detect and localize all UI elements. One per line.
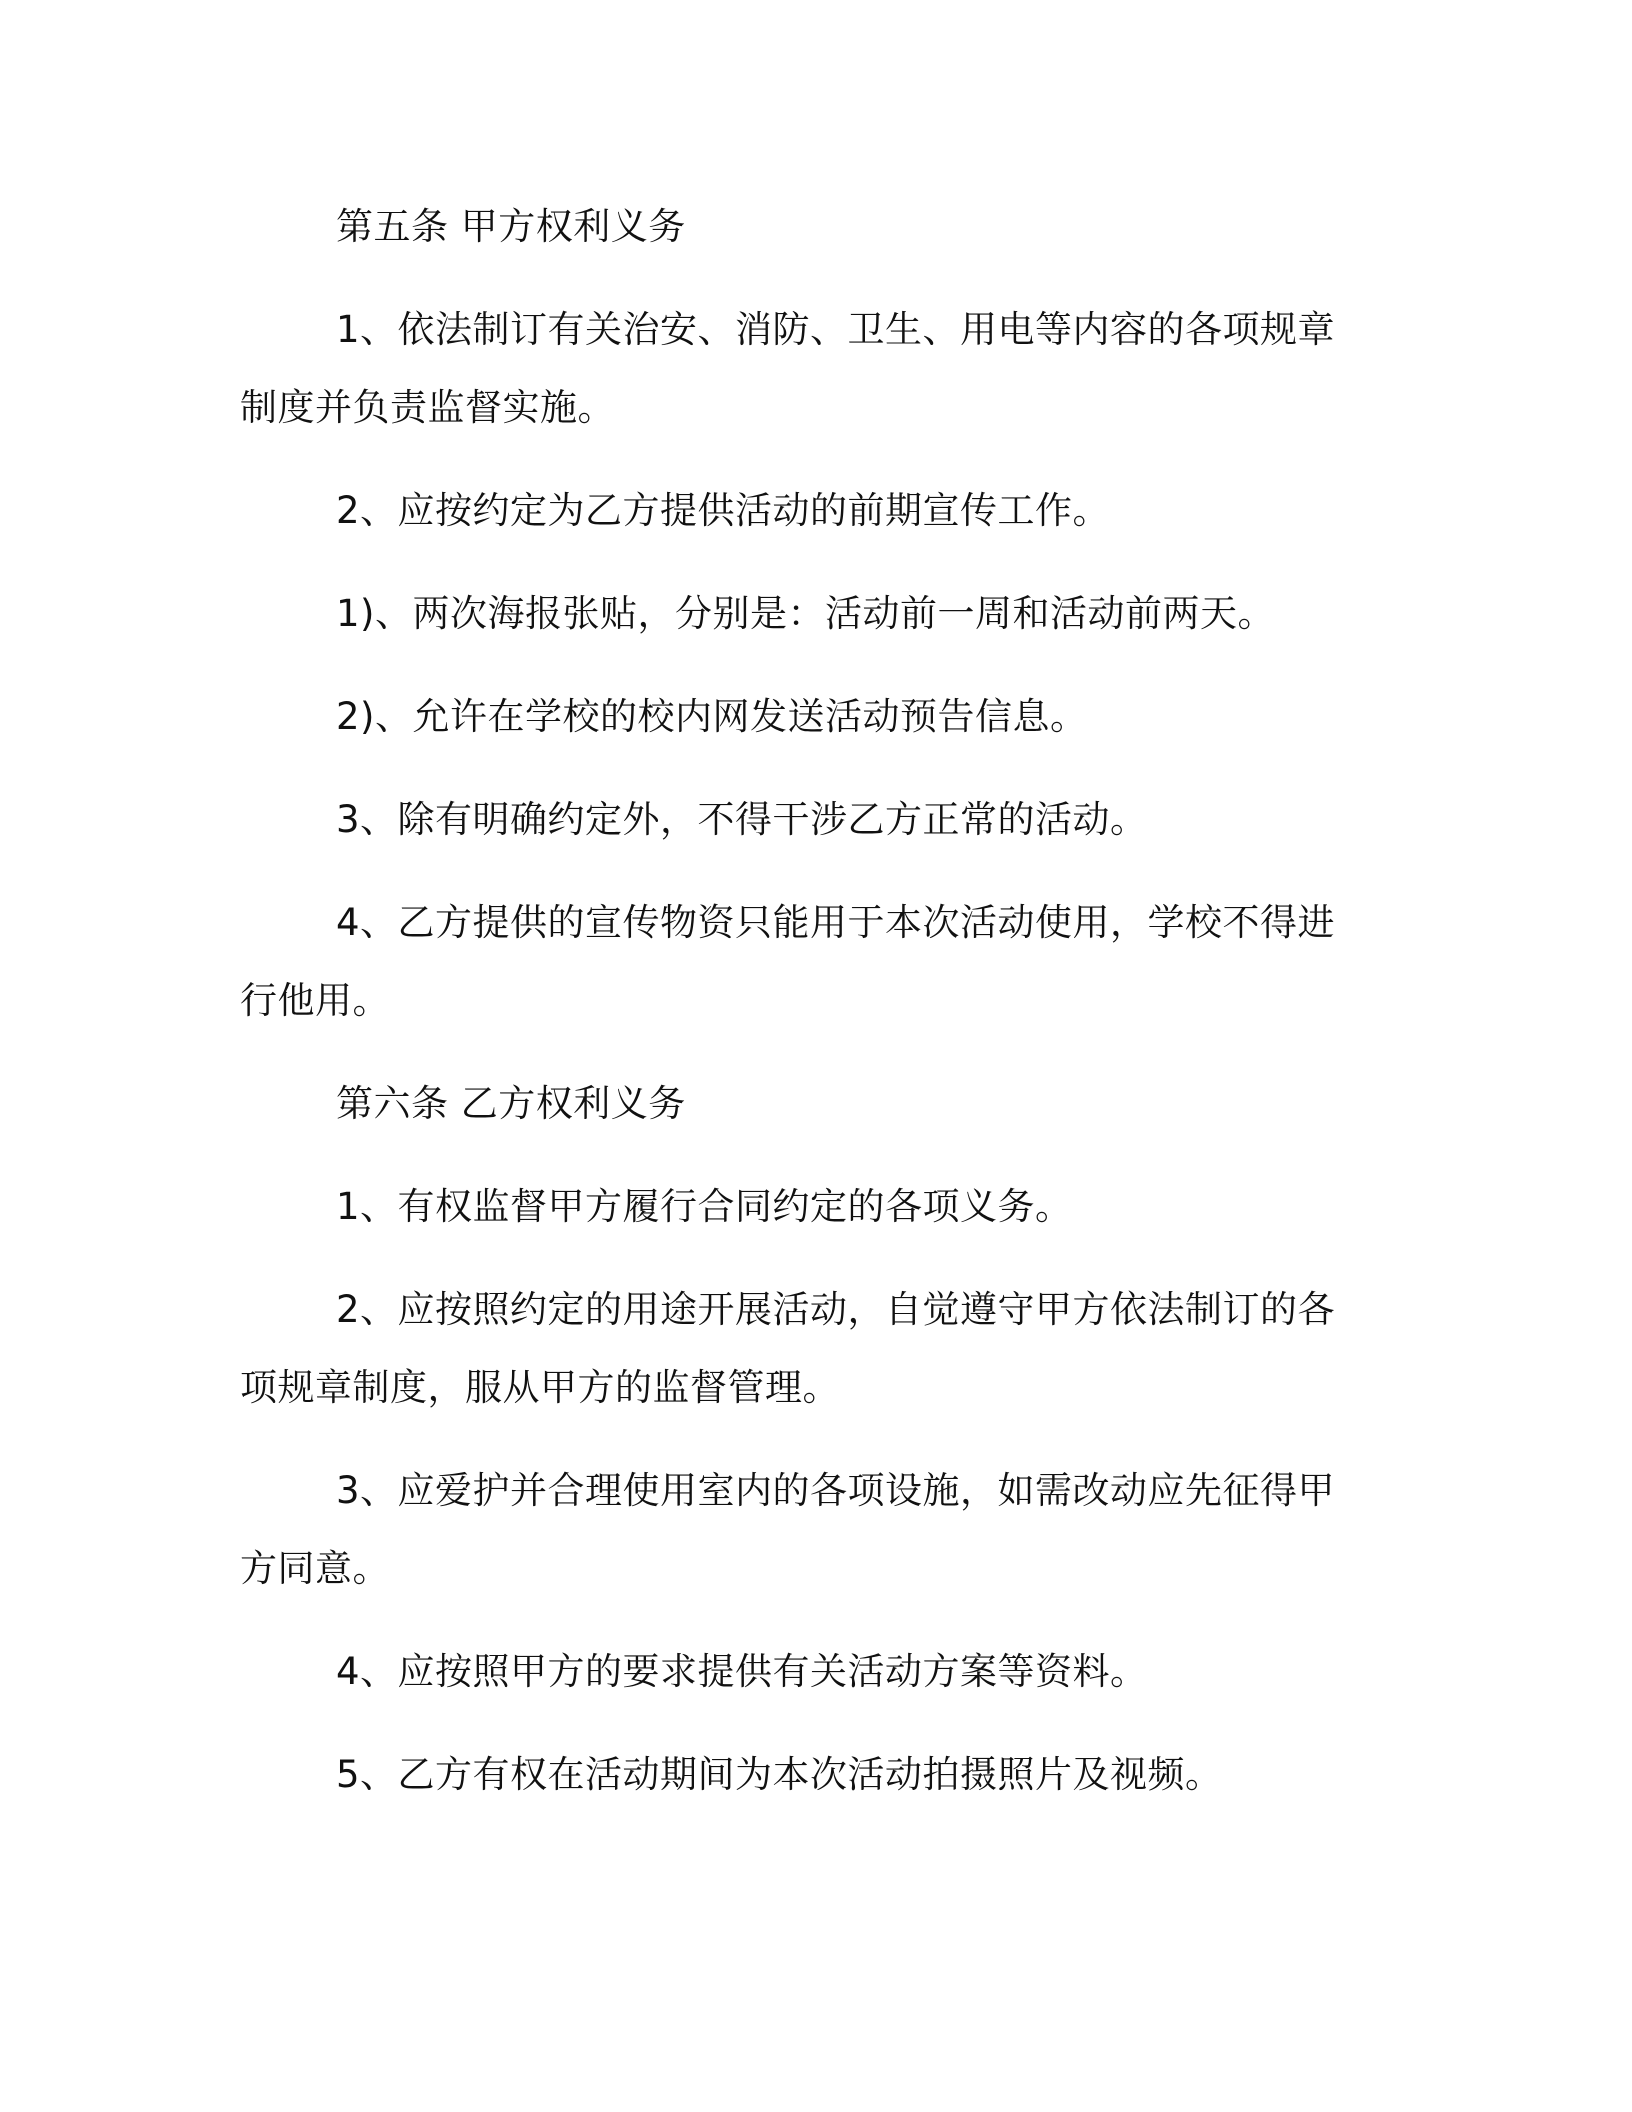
paragraph: 2、应按约定为乙方提供活动的前期宣传工作。 <box>336 489 1111 532</box>
section-heading-article-6: 第六条 乙方权利义务 <box>336 1082 686 1125</box>
paragraph: 4、应按照甲方的要求提供有关活动方案等资料。 <box>336 1650 1148 1693</box>
paragraph: 1)、两次海报张贴，分别是：活动前一周和活动前两天。 <box>336 592 1275 635</box>
section-heading-article-5: 第五条 甲方权利义务 <box>336 205 686 248</box>
paragraph: 3、应爱护并合理使用室内的各项设施，如需改动应先征得甲方同意。 <box>240 1469 1336 1590</box>
document-page <box>240 188 1365 1814</box>
paragraph: 1、依法制订有关治安、消防、卫生、用电等内容的各项规章制度并负责监督实施。 <box>240 308 1336 429</box>
paragraph: 2、应按照约定的用途开展活动，自觉遵守甲方依法制订的各项规章制度，服从甲方的监督管理。 <box>240 1288 1336 1409</box>
paragraph: 4、乙方提供的宣传物资只能用于本次活动使用，学校不得进行他用。 <box>240 901 1336 1022</box>
paragraph: 1、有权监督甲方履行合同约定的各项义务。 <box>336 1185 1073 1228</box>
paragraph: 2)、允许在学校的校内网发送活动预告信息。 <box>336 695 1088 738</box>
paragraph: 5、乙方有权在活动期间为本次活动拍摄照片及视频。 <box>336 1753 1223 1796</box>
paragraph: 3、除有明确约定外，不得干涉乙方正常的活动。 <box>336 798 1148 841</box>
